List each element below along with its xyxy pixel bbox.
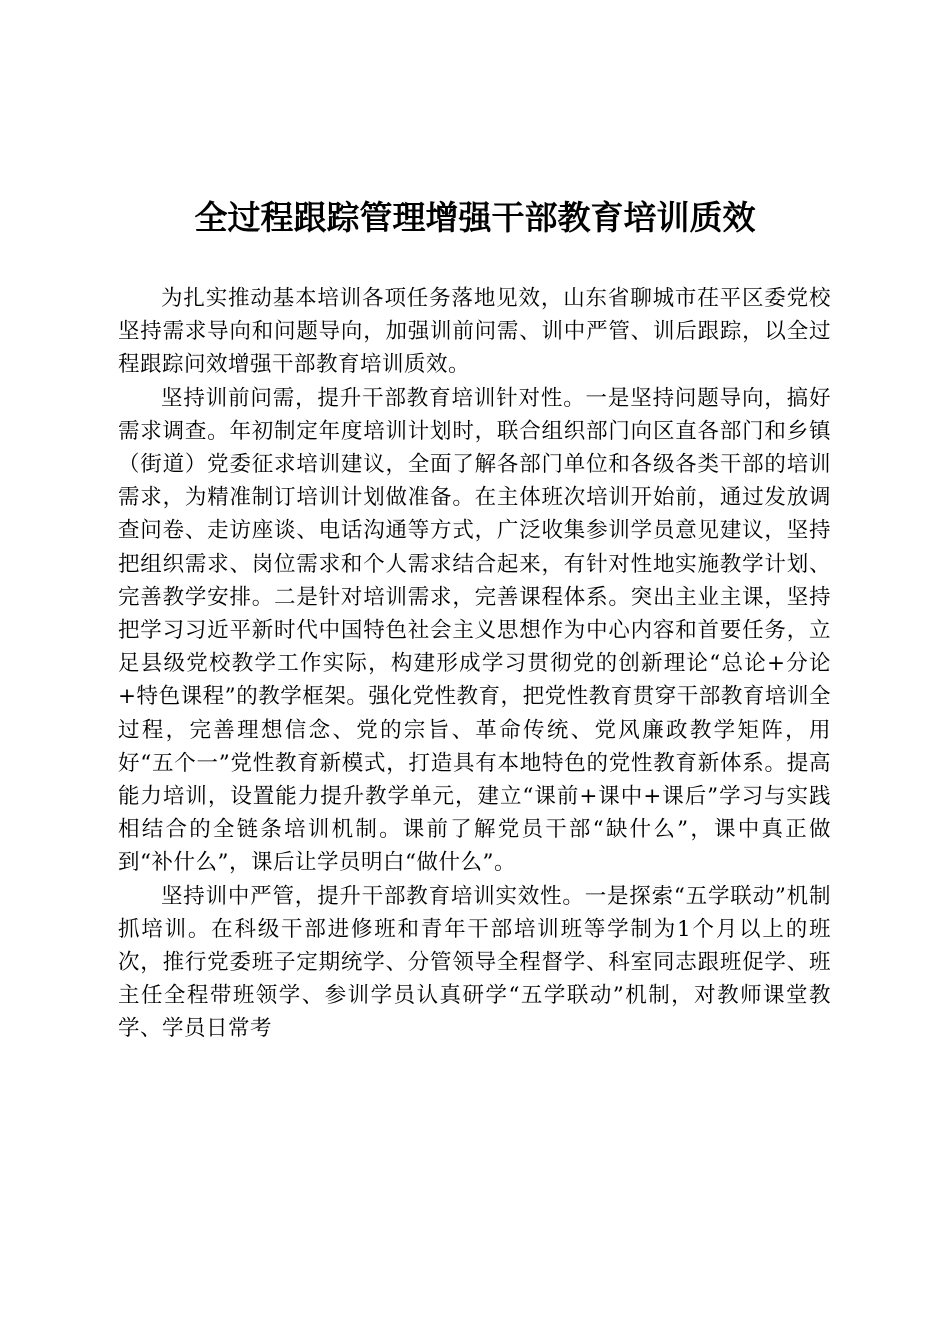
paragraph-pre-training: 坚持训前问需，提升干部教育培训针对性。一是坚持问题导向，搞好需求调查。年初制定年度培训计划时，联合组织部门向区直各部门和乡镇（街道）党委征求培训建议，全面了解各部门单位和各级各类干部的培训需求，为精准制订培训计划做准备。在主体班次培训开始前，通过发放调查问卷、走访座谈、电话沟通等方式，广泛收集参训学员意见建议，坚持把组织需求、岗位需求和个人需求结合起来，有针对性地实施教学计划、完善教学安排。二是针对培训需求，完善课程体系。突出主业主课，坚持把学习习近平新时代中国特色社会主义思想作为中心内容和首要任务，立足县级党校教学工作实际，构建形成学习贯彻党的创新理论“总论+分论+特色课程”的教学框架。强化党性教育，把党性教育贯穿干部教育培训全过程，完善理想信念、党的宗旨、革命传统、党风廉政教学矩阵，用好“五个一”党性教育新模式，打造具有本地特色的党性教育新体系。提高能力培训，设置能力提升教学单元，建立“课前+课中+课后”学习与实践相结合的全链条培训机制。课前了解党员干部“缺什么”，课中真正做到“补什么”，课后让学员明白“做什么”。 (118, 385, 831, 876)
document-body (118, 282, 831, 1046)
paragraph-in-training: 坚持训中严管，提升干部教育培训实效性。一是探索“五学联动”机制抓培训。在科级干部进修班和青年干部培训班等学制为1个月以上的班次，推行党委班子定期统学、分管领导全程督学、科室同志跟班促学、班主任全程带班领学、参训学员认真研学“五学联动”机制，对教师课堂教学、学员日常考 (118, 883, 831, 1042)
paragraph-intro: 为扎实推动基本培训各项任务落地见效，山东省聊城市茌平区委党校坚持需求导向和问题导向，加强训前问需、训中严管、训后跟踪，以全过程跟踪问效增强干部教育培训质效。 (118, 286, 831, 378)
document-title: 全过程跟踪管理增强干部教育培训质效 (194, 198, 756, 237)
